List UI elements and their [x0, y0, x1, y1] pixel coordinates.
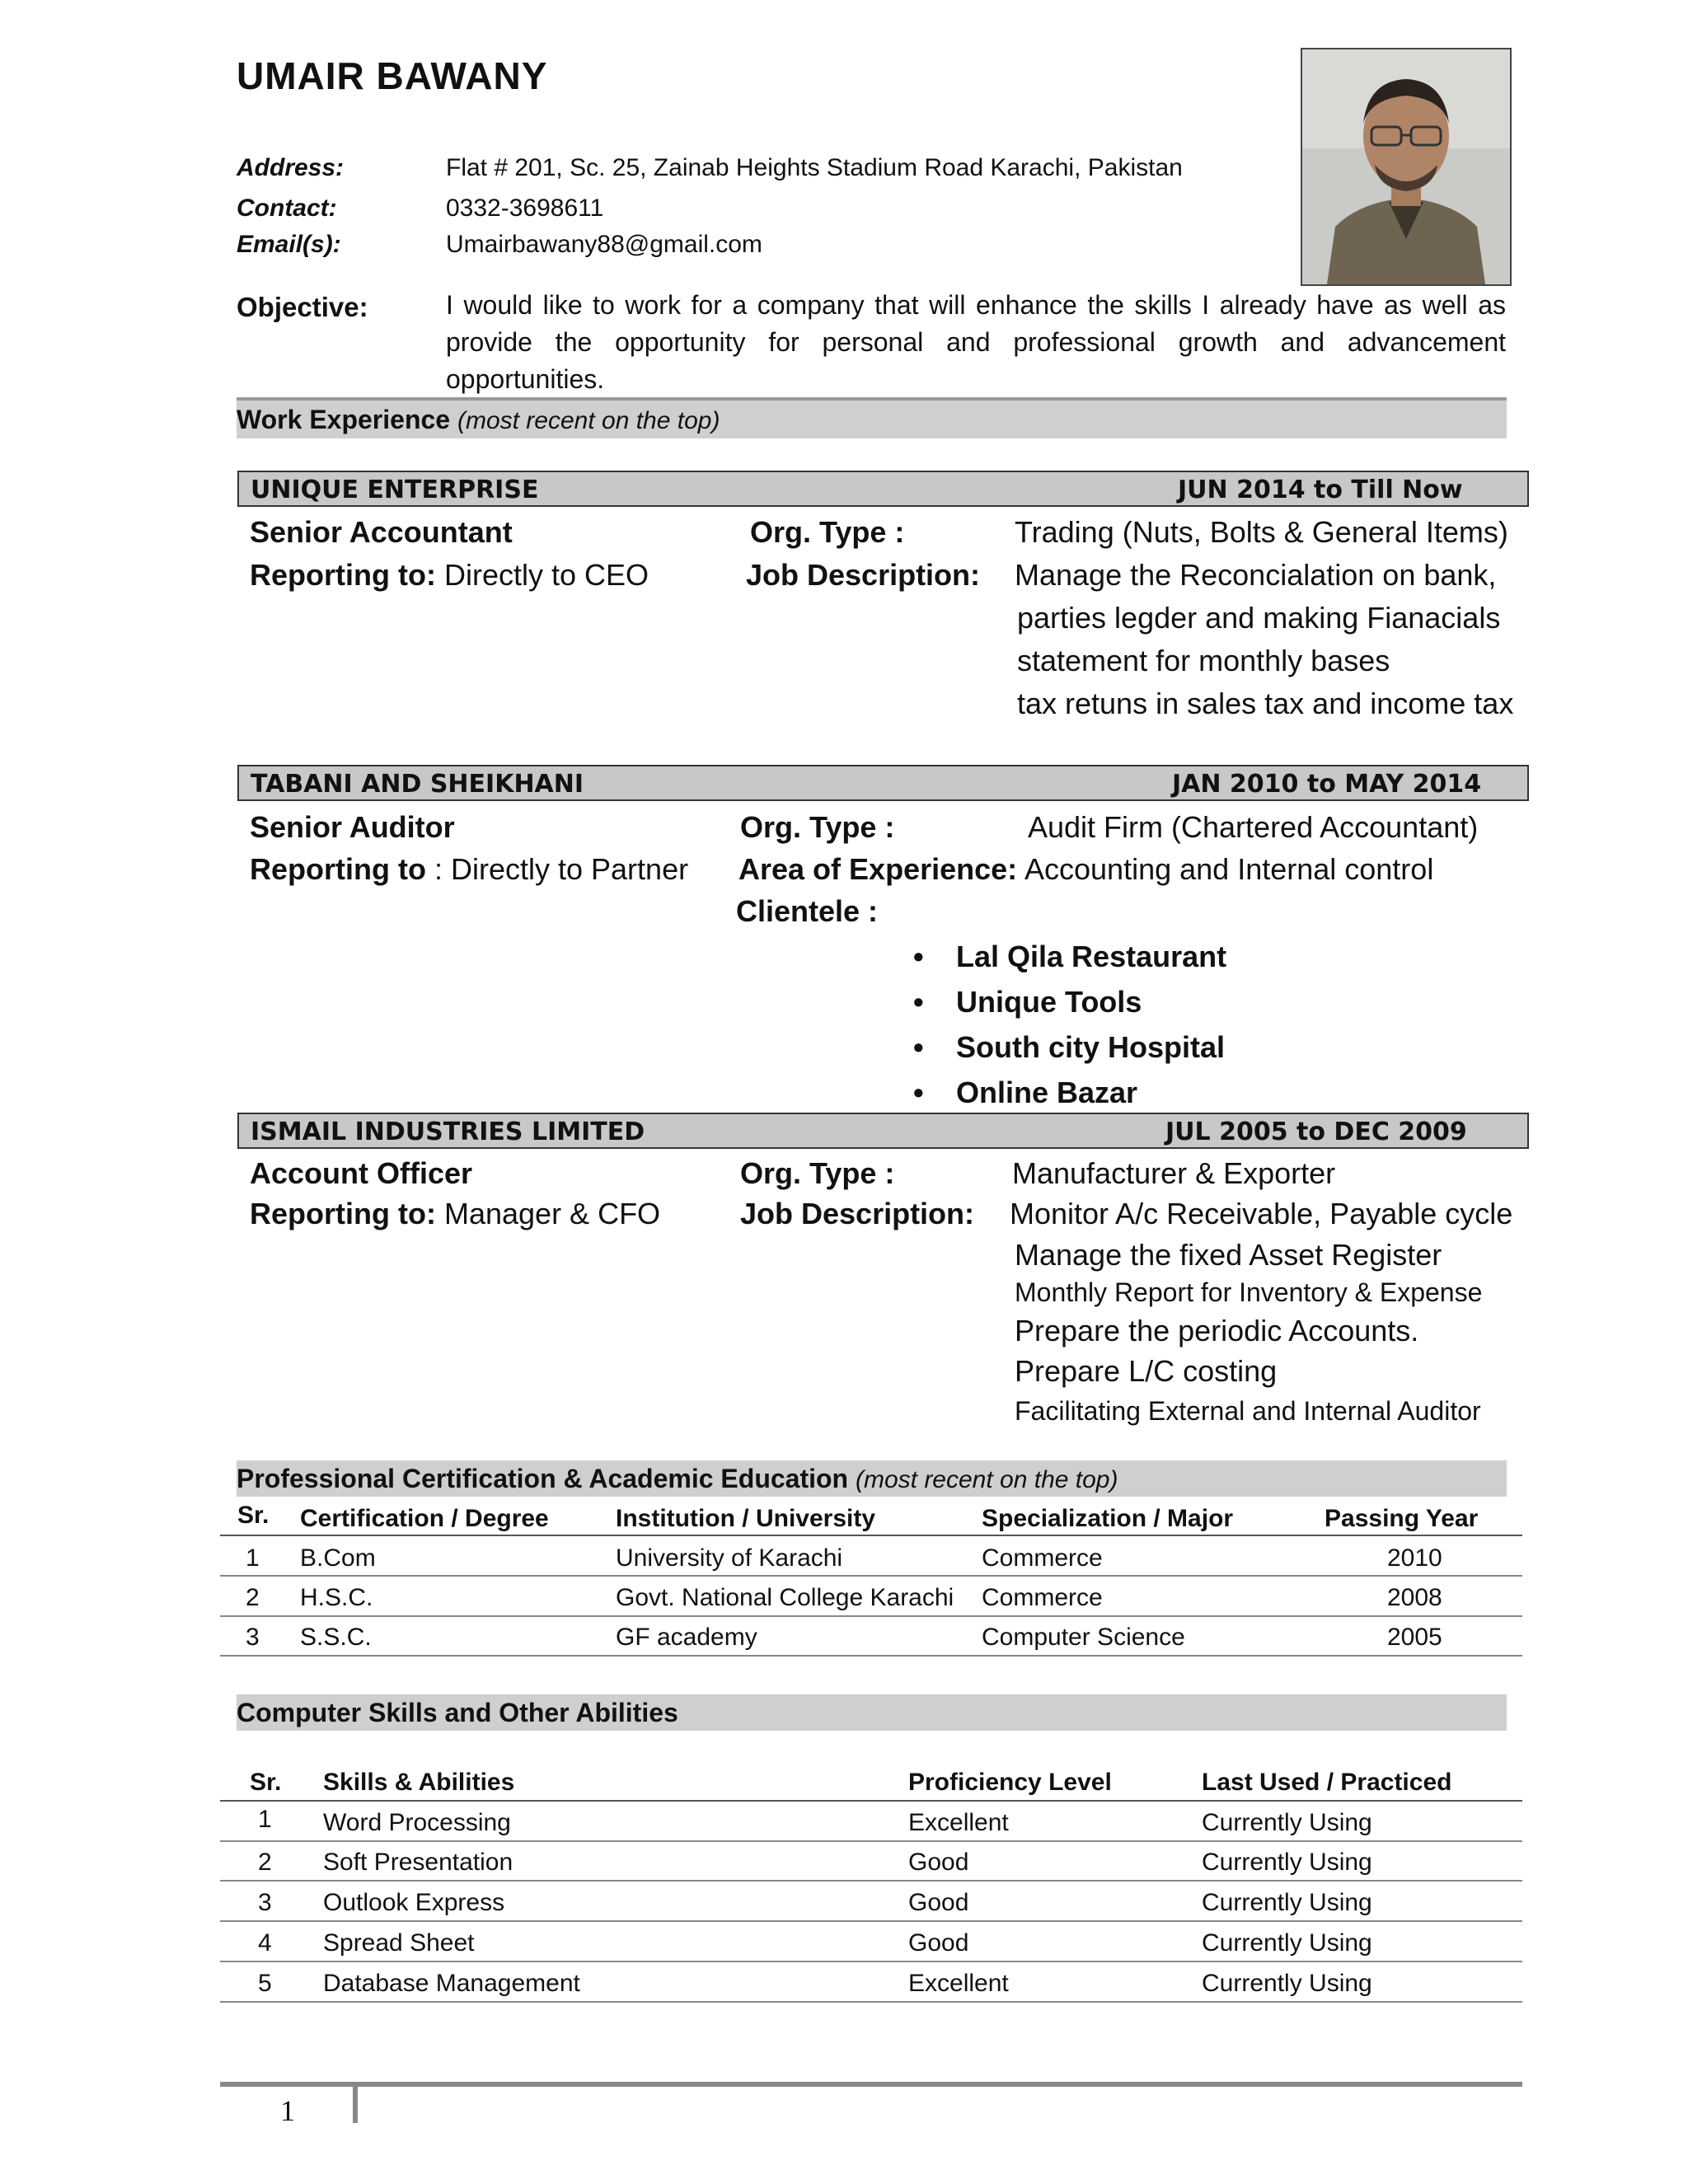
skills-cell-last-used: Currently Using	[1202, 1889, 1372, 1916]
edu-row-rule	[220, 1655, 1522, 1657]
footer-divider	[353, 2085, 358, 2123]
edu-row-rule	[220, 1575, 1522, 1577]
job-3-desc-line: Manage the fixed Asset Register	[1015, 1238, 1442, 1272]
job-1-position: Senior Accountant	[250, 515, 513, 549]
skills-row-rule	[220, 1920, 1522, 1922]
job-3-desc-line: Monitor A/c Receivable, Payable cycle	[1010, 1197, 1513, 1230]
skills-col-proficiency: Proficiency Level	[908, 1769, 1112, 1796]
job-1-desc-line: parties legder and making Fianacials	[1017, 601, 1501, 635]
work-experience-title: Work Experience	[237, 405, 451, 434]
skills-cell-proficiency: Good	[908, 1849, 969, 1876]
edu-cell-year: 2010	[1387, 1544, 1442, 1572]
job-3-company-bar	[237, 1113, 1529, 1149]
skills-cell-sr: 3	[258, 1889, 272, 1916]
skills-cell-proficiency: Good	[908, 1929, 969, 1957]
bullet-icon: •	[913, 1030, 924, 1064]
skills-col-skill: Skills & Abilities	[323, 1769, 515, 1796]
contact-label: Contact:	[237, 194, 337, 222]
email-value[interactable]: Umairbawany88@gmail.com	[446, 231, 762, 258]
job-2-org-label: Org. Type :	[740, 810, 895, 844]
skills-cell-sr: 4	[258, 1929, 272, 1957]
job-2-org-type: Audit Firm (Chartered Accountant)	[1028, 810, 1479, 844]
job-1-org-type: Trading (Nuts, Bolts & General Items)	[1015, 515, 1508, 549]
contact-value: 0332-3698611	[446, 194, 604, 222]
skills-header-rule	[220, 1800, 1522, 1802]
edu-cell-sr: 2	[246, 1584, 260, 1611]
page-number: 1	[280, 2094, 295, 2127]
skills-cell-sr: 1	[258, 1806, 272, 1833]
job-2-dates: JAN 2010 to MAY 2014	[1172, 770, 1482, 799]
edu-cell-major: Commerce	[982, 1584, 1103, 1611]
job-3-company: ISMAIL INDUSTRIES LIMITED	[251, 1118, 645, 1146]
job-3-dates: JUL 2005 to DEC 2009	[1165, 1118, 1467, 1146]
skills-col-last-used: Last Used / Practiced	[1202, 1769, 1452, 1796]
objective-text: I would like to work for a company that will enhance the skills I already have as well as provide the opportunity for personal and professional growth and advancement opportunities.	[446, 290, 1506, 394]
edu-col-major: Specialization / Major	[982, 1505, 1234, 1532]
client-name: South city Hospital	[956, 1030, 1226, 1064]
job-1-desc-label: Job Description:	[746, 558, 981, 592]
client-name: Online Bazar	[956, 1076, 1138, 1109]
footer-rule	[220, 2082, 1522, 2087]
skills-cell-sr: 5	[258, 1970, 272, 1997]
edu-col-year: Passing Year	[1325, 1505, 1479, 1532]
skills-cell-skill: Outlook Express	[323, 1889, 505, 1916]
skills-cell-skill: Word Processing	[323, 1809, 511, 1836]
job-1-reporting	[250, 558, 649, 593]
skills-row-rule	[220, 2001, 1522, 2003]
job-2-position: Senior Auditor	[250, 810, 455, 844]
job-1-desc-line: Manage the Reconcialation on bank,	[1015, 558, 1497, 592]
edu-cell-degree: B.Com	[300, 1544, 376, 1572]
objective-label: Objective:	[237, 292, 368, 322]
client-item	[913, 1076, 1138, 1110]
client-item	[913, 940, 1227, 974]
work-experience-header	[237, 397, 1507, 438]
edu-cell-degree: H.S.C.	[300, 1584, 373, 1611]
job-3-org-type: Manufacturer & Exporter	[1012, 1156, 1336, 1190]
edu-header-rule	[220, 1535, 1522, 1536]
edu-cell-year: 2005	[1387, 1624, 1442, 1651]
edu-row-rule	[220, 1615, 1522, 1617]
bullet-icon: •	[913, 985, 924, 1019]
edu-cell-major: Commerce	[982, 1544, 1103, 1572]
skills-cell-proficiency: Excellent	[908, 1970, 1009, 1997]
job-2-clientele-label: Clientele :	[736, 894, 879, 928]
job-2-desc-label: Area of Experience:	[738, 852, 1018, 886]
client-name: Unique Tools	[956, 985, 1142, 1019]
job-1-report-label: Reporting to:	[250, 558, 436, 592]
edu-cell-degree: S.S.C.	[300, 1624, 372, 1651]
job-1-report-to: Directly to CEO	[443, 558, 649, 592]
edu-cell-institution: GF academy	[616, 1624, 757, 1651]
education-subtitle: (most recent on the top)	[855, 1466, 1118, 1493]
job-3-desc-label: Job Description:	[740, 1197, 975, 1230]
job-3-desc-line: Prepare the periodic Accounts.	[1015, 1314, 1419, 1347]
skills-col-sr: Sr.	[250, 1769, 282, 1796]
job-1-company-bar	[237, 471, 1529, 507]
education-title: Professional Certification & Academic Education	[237, 1464, 849, 1493]
skills-row-rule	[220, 1840, 1522, 1842]
client-item	[913, 1030, 1226, 1065]
job-3-reporting	[250, 1197, 660, 1231]
job-1-desc-line: statement for monthly bases	[1017, 644, 1390, 677]
skills-cell-last-used: Currently Using	[1202, 1809, 1372, 1836]
edu-cell-institution: University of Karachi	[616, 1544, 843, 1572]
bullet-icon: •	[913, 1076, 924, 1109]
edu-cell-year: 2008	[1387, 1584, 1442, 1611]
skills-cell-sr: 2	[258, 1849, 272, 1876]
email-label: Email(s):	[237, 231, 341, 258]
edu-cell-major: Computer Science	[982, 1624, 1185, 1651]
skills-cell-skill: Database Management	[323, 1970, 580, 1997]
skills-cell-last-used: Currently Using	[1202, 1849, 1372, 1876]
skills-title: Computer Skills and Other Abilities	[237, 1698, 678, 1727]
job-1-dates: JUN 2014 to Till Now	[1178, 476, 1463, 504]
skills-cell-proficiency: Excellent	[908, 1809, 1009, 1836]
client-item	[913, 985, 1142, 1019]
profile-photo	[1301, 48, 1512, 286]
job-3-desc-line: Prepare L/C costing	[1015, 1354, 1278, 1388]
edu-col-institution: Institution / University	[616, 1505, 876, 1532]
edu-cell-sr: 3	[246, 1624, 260, 1651]
edu-col-sr: Sr.	[237, 1502, 270, 1529]
job-2-report-to: : Directly to Partner	[434, 852, 689, 886]
bullet-icon: •	[913, 940, 924, 973]
skills-cell-skill: Spread Sheet	[323, 1929, 475, 1957]
skills-row-rule	[220, 1961, 1522, 1962]
job-3-report-to: Manager & CFO	[443, 1197, 661, 1230]
skills-cell-last-used: Currently Using	[1202, 1929, 1372, 1957]
skills-row-rule	[220, 1880, 1522, 1882]
job-3-report-label: Reporting to:	[250, 1197, 436, 1230]
job-1-company: UNIQUE ENTERPRISE	[251, 476, 539, 504]
skills-cell-proficiency: Good	[908, 1889, 969, 1916]
job-3-position: Account Officer	[250, 1156, 473, 1190]
job-2-company-bar	[237, 765, 1529, 801]
address-value: Flat # 201, Sc. 25, Zainab Heights Stadium Road Karachi, Pakistan	[446, 154, 1183, 181]
edu-cell-sr: 1	[246, 1544, 260, 1572]
edu-col-degree: Certification / Degree	[300, 1505, 549, 1532]
client-name: Lal Qila Restaurant	[956, 940, 1227, 973]
candidate-name: UMAIR BAWANY	[237, 54, 548, 97]
skills-cell-last-used: Currently Using	[1202, 1970, 1372, 1997]
job-2-company: TABANI AND SHEIKHANI	[251, 770, 584, 799]
edu-cell-institution: Govt. National College Karachi	[616, 1584, 954, 1611]
work-experience-subtitle: (most recent on the top)	[457, 407, 720, 434]
job-2-desc-line: Accounting and Internal control	[1025, 852, 1434, 886]
education-header	[237, 1460, 1507, 1497]
job-2-reporting	[250, 852, 688, 887]
portrait-image	[1302, 49, 1510, 284]
job-3-desc-line: Monthly Report for Inventory & Expense	[1015, 1277, 1483, 1307]
skills-cell-skill: Soft Presentation	[323, 1849, 513, 1876]
job-2-report-label: Reporting to	[250, 852, 426, 886]
job-1-org-label: Org. Type :	[750, 515, 905, 549]
address-label: Address:	[237, 154, 345, 181]
skills-header	[237, 1694, 1507, 1731]
job-3-desc-line: Facilitating External and Internal Auditor	[1015, 1396, 1481, 1426]
job-1-desc-line: tax retuns in sales tax and income tax	[1017, 687, 1514, 720]
job-3-org-label: Org. Type :	[740, 1156, 895, 1190]
